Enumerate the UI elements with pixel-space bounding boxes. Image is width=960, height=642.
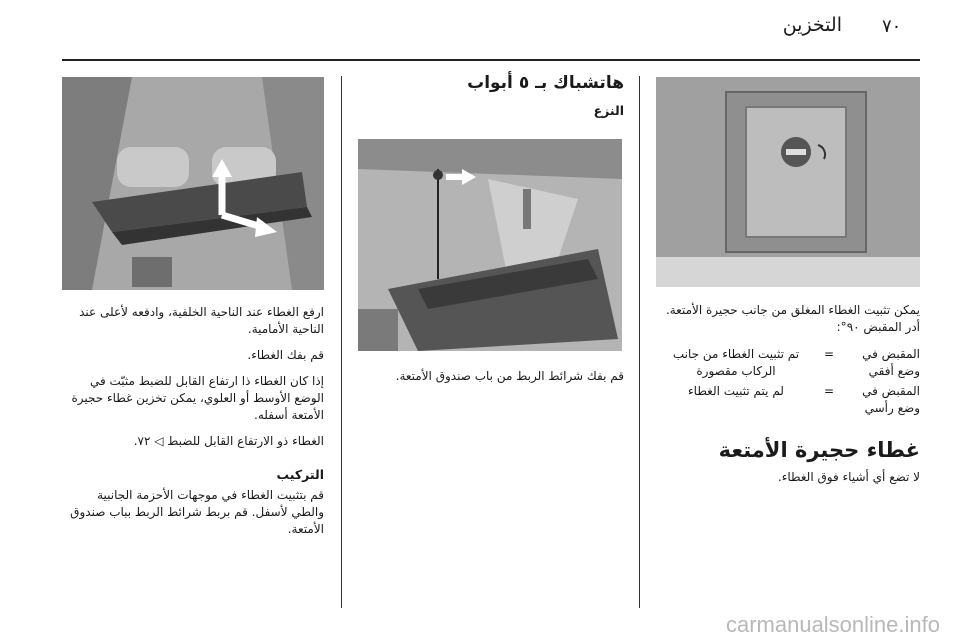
tailgate-straps-photo [358,139,622,351]
knob-vertical-label: المقبض في وضع رأسي [862,384,920,415]
paragraph-no-objects-note: لا تضع أي أشياء فوق الغطاء. [777,470,920,484]
hatchback-heading: هاتشباك بـ ٥ أبواب [467,73,624,93]
middle-column-caption [358,368,624,385]
installation-heading: التركيب [276,467,324,482]
left-column-text [62,304,324,538]
section-heading-load-compartment-cover: غطاء حجيرة الأمتعة [718,438,920,462]
paragraph-lock-intro: يمكن تثبيت الغطاء المغلق من جانب حجيرة الأمتعة. أدر المقبض ٩٠°: [665,303,920,334]
page-number: ٧٠ [882,16,902,37]
removal-heading: النزع [593,103,624,118]
middle-column-heading [358,72,624,119]
equals-sign: = [823,347,834,361]
equals-sign: = [823,384,834,398]
watermark: carmanualsonline.info [725,612,940,637]
caption-release-straps: قم بفك شرائط الربط من باب صندوق الأمتعة. [395,369,624,383]
lock-knob-photo [656,77,920,287]
knob-horizontal-meaning: تم تثبيت الغطاء من جانب الركاب مقصورة [672,347,800,378]
header-divider [62,59,920,61]
knob-position-row-vertical [656,383,920,417]
column-divider-left [341,76,342,608]
page-title: التخزين [782,14,842,36]
paragraph-adjustable-floor-ref: الغطاء ذو الارتفاع القابل للضبط ◁ ٧٢. [133,434,324,448]
paragraph-lift-cover: ارفع الغطاء عند الناحية الخلفية، وادفعه لأعلى عند الناحية الأمامية. [79,305,324,336]
knob-horizontal-label: المقبض في وضع أفقي [862,347,920,378]
paragraph-installation: قم بتثبيت الغطاء في موجهات الأحزمة الجانبية والطي لأسفل. قم بربط شرائط الربط بباب صندوق الأمتعة. [70,488,324,536]
paragraph-detach-cover: قم بفك الغطاء. [247,348,324,362]
right-column-text [656,302,920,486]
knob-position-row-horizontal [656,346,920,380]
cover-removal-photo [62,77,324,290]
knob-vertical-meaning: لم يتم تثبيت الغطاء [688,384,784,398]
paragraph-store-cover: إذا كان الغطاء ذا ارتفاع القابل للضبط مثبّت في الوضع الأوسط أو العلوي، يمكن تخزين غطاء حجيرة الأمتعة أسفله. [71,374,324,422]
column-divider-right [639,76,640,608]
